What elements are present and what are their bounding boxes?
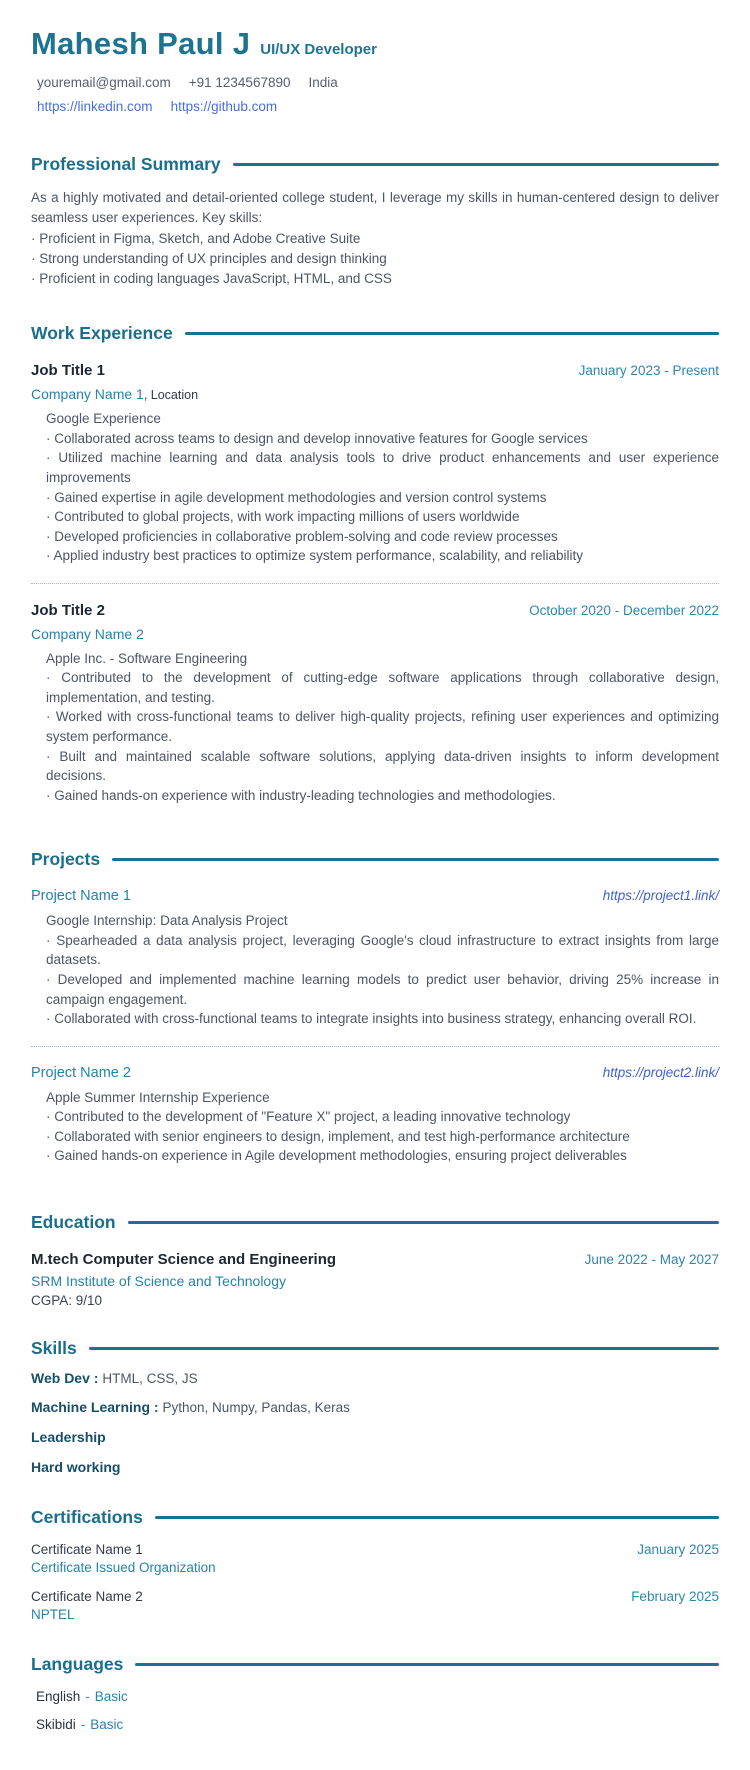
education-entry bbox=[31, 1251, 719, 1308]
job-header bbox=[31, 602, 719, 619]
section-header bbox=[31, 1338, 719, 1359]
job-header bbox=[31, 362, 719, 379]
language-level: Basic bbox=[94, 1689, 128, 1705]
project-entry-2 bbox=[31, 1065, 719, 1166]
degree-name: M.tech Computer Science and Engineering bbox=[31, 1250, 337, 1268]
company-location: , Location bbox=[143, 388, 199, 403]
person-name: Mahesh Paul J bbox=[31, 26, 251, 61]
project-name: Project Name 1 bbox=[31, 888, 131, 905]
job-desc-line: Google Experience bbox=[46, 411, 161, 427]
certificate-header bbox=[31, 1589, 719, 1604]
links-row bbox=[31, 99, 719, 114]
summary-bullet: · Proficient in Figma, Sketch, and Adobe Creative Suite bbox=[31, 230, 361, 246]
section-certifications bbox=[31, 1507, 719, 1622]
section-rule bbox=[185, 332, 719, 335]
section-title: Work Experience bbox=[31, 323, 173, 344]
certificate-name: Certificate Name 1 bbox=[31, 1542, 143, 1558]
project-header bbox=[31, 1065, 719, 1081]
language-separator: - bbox=[85, 1689, 90, 1705]
skills-list bbox=[31, 1368, 719, 1477]
section-rule bbox=[89, 1347, 719, 1350]
skill-row bbox=[31, 1427, 719, 1448]
certificate-entry bbox=[31, 1542, 719, 1575]
project-desc-line: · Spearheaded a data analysis project, leveraging Google's cloud infrastructure to extract insights from large datasets. bbox=[46, 932, 719, 968]
job-entry-2 bbox=[31, 602, 719, 806]
dotted-divider bbox=[31, 1046, 719, 1047]
section-skills bbox=[31, 1338, 719, 1477]
section-languages bbox=[31, 1654, 719, 1734]
section-title: Projects bbox=[31, 849, 101, 870]
company-row bbox=[31, 626, 719, 642]
education-gpa: CGPA: 9/10 bbox=[31, 1292, 103, 1308]
job-desc-line: · Applied industry best practices to optimize system performance, scalability, and reliability bbox=[46, 548, 583, 564]
project-desc-line: · Collaborated with cross-functional teams to integrate insights into business strategy, enhancing overall ROI. bbox=[46, 1011, 697, 1027]
job-entry-1 bbox=[31, 362, 719, 566]
summary-bullet: · Proficient in coding languages JavaScript, HTML, and CSS bbox=[31, 271, 392, 286]
project-desc-line: Google Internship: Data Analysis Project bbox=[46, 913, 288, 929]
job-desc-line: Apple Inc. - Software Engineering bbox=[46, 650, 248, 666]
company-name: Company Name 1 bbox=[31, 386, 144, 403]
section-projects bbox=[31, 849, 719, 1166]
section-title: Education bbox=[31, 1211, 116, 1232]
education-dates: June 2022 - May 2027 bbox=[584, 1251, 719, 1267]
school-name: SRM Institute of Science and Technology bbox=[31, 1272, 287, 1289]
dotted-divider bbox=[31, 583, 719, 584]
section-title: Professional Summary bbox=[31, 154, 221, 174]
section-rule bbox=[112, 858, 719, 861]
skill-value: Python, Numpy, Pandas, Keras bbox=[162, 1400, 350, 1416]
contact-phone: +91 1234567890 bbox=[188, 75, 291, 90]
language-level: Basic bbox=[90, 1716, 124, 1732]
skill-label: Leadership bbox=[31, 1429, 106, 1445]
section-title: Skills bbox=[31, 1337, 77, 1358]
certificate-org: NPTEL bbox=[31, 1607, 75, 1623]
job-description bbox=[31, 649, 719, 806]
section-header bbox=[31, 154, 719, 175]
section-header bbox=[31, 1212, 719, 1233]
project-name: Project Name 2 bbox=[31, 1064, 131, 1081]
section-header bbox=[31, 323, 719, 344]
section-rule bbox=[128, 1221, 719, 1224]
github-link[interactable]: https://github.com bbox=[170, 99, 278, 114]
section-header bbox=[31, 849, 719, 870]
section-rule bbox=[135, 1663, 719, 1666]
job-desc-line: · Gained hands-on experience with industry-leading technologies and methodologies. bbox=[46, 787, 556, 803]
section-header bbox=[31, 1654, 719, 1675]
project-entry-1 bbox=[31, 888, 719, 1028]
project-desc-line: · Contributed to the development of "Feature X" project, a leading innovative technology bbox=[46, 1109, 571, 1125]
section-title: Languages bbox=[31, 1654, 124, 1675]
certificate-header bbox=[31, 1542, 719, 1557]
person-role: UI/UX Developer bbox=[260, 41, 377, 58]
company-name: Company Name 2 bbox=[31, 625, 144, 642]
skill-value: HTML, CSS, JS bbox=[102, 1370, 198, 1386]
job-desc-line: · Gained expertise in agile development methodologies and version control systems bbox=[46, 489, 547, 505]
name-row bbox=[31, 26, 719, 62]
summary-text bbox=[31, 188, 719, 289]
job-desc-line: · Worked with cross-functional teams to deliver high-quality projects, refining user experiences and optimizing system performance. bbox=[46, 709, 719, 744]
section-professional-summary bbox=[31, 154, 719, 289]
job-desc-line: · Collaborated across teams to design and develop innovative features for Google services bbox=[46, 430, 588, 446]
language-row bbox=[31, 1687, 719, 1707]
job-description bbox=[31, 409, 719, 566]
language-separator: - bbox=[80, 1716, 86, 1732]
project-description bbox=[31, 911, 719, 1028]
job-desc-line: · Contributed to the development of cutting-edge software applications through collaborative design, implementation, and testing. bbox=[46, 670, 719, 705]
skill-label: Hard working bbox=[31, 1458, 121, 1475]
job-title: Job Title 2 bbox=[31, 601, 105, 619]
company-row bbox=[31, 386, 719, 402]
project-link[interactable]: https://project2.link/ bbox=[602, 1064, 719, 1080]
linkedin-link[interactable]: https://linkedin.com bbox=[37, 99, 153, 114]
section-header bbox=[31, 1507, 719, 1528]
project-header bbox=[31, 888, 719, 904]
section-rule bbox=[155, 1516, 719, 1519]
skill-row bbox=[31, 1368, 719, 1389]
certificate-date: February 2025 bbox=[631, 1589, 719, 1605]
language-name: Skibidi bbox=[36, 1716, 76, 1732]
job-desc-line: · Developed proficiencies in collaborative problem-solving and code review processes bbox=[46, 528, 558, 544]
education-header bbox=[31, 1251, 719, 1268]
job-desc-line: · Contributed to global projects, with work impacting millions of users worldwide bbox=[46, 509, 520, 525]
project-link[interactable]: https://project1.link/ bbox=[602, 888, 719, 904]
summary-intro: As a highly motivated and detail-oriented college student, I leverage my skills in human-centered design to deliver seamless user experiences. Key skills: bbox=[31, 190, 719, 226]
contact-email: youremail@gmail.com bbox=[37, 75, 171, 90]
section-work-experience bbox=[31, 323, 719, 805]
summary-bullet: · Strong understanding of UX principles and design thinking bbox=[31, 250, 387, 266]
certificate-org: Certificate Issued Organization bbox=[31, 1560, 216, 1576]
skill-row bbox=[31, 1397, 719, 1418]
project-desc-line: · Gained hands-on experience in Agile development methodologies, ensuring project deliverables bbox=[46, 1148, 627, 1164]
job-dates: January 2023 - Present bbox=[578, 363, 719, 379]
project-desc-line: · Developed and implemented machine learning models to predict user behavior, driving 25% increase in campaign engagement. bbox=[46, 971, 719, 1007]
skill-label: Machine Learning bbox=[31, 1399, 151, 1416]
skill-row bbox=[31, 1457, 719, 1478]
skill-separator: : bbox=[93, 1370, 99, 1386]
job-title: Job Title 1 bbox=[31, 362, 105, 380]
section-title: Certifications bbox=[31, 1507, 143, 1528]
project-desc-line: Apple Summer Internship Experience bbox=[46, 1089, 270, 1105]
contact-location: India bbox=[308, 75, 338, 90]
skill-label: Web Dev bbox=[31, 1369, 90, 1386]
contact-row bbox=[31, 75, 719, 90]
resume-header bbox=[31, 26, 719, 114]
job-desc-line: · Built and maintained scalable software solutions, applying data-driven insights to inform development decisions. bbox=[46, 748, 719, 784]
certificate-name: Certificate Name 2 bbox=[31, 1589, 143, 1605]
job-desc-line: · Utilized machine learning and data analysis tools to drive product enhancements and user experience improvements bbox=[46, 450, 719, 485]
language-name: English bbox=[36, 1689, 81, 1705]
section-rule bbox=[233, 163, 719, 166]
section-education bbox=[31, 1212, 719, 1308]
certificate-date: January 2025 bbox=[637, 1542, 719, 1558]
project-desc-line: · Collaborated with senior engineers to design, implement, and test high-performance architecture bbox=[46, 1128, 630, 1144]
project-description bbox=[31, 1088, 719, 1166]
skill-separator: : bbox=[154, 1400, 159, 1416]
languages-list bbox=[31, 1687, 719, 1734]
certificate-entry bbox=[31, 1589, 719, 1622]
language-row bbox=[31, 1715, 719, 1735]
job-dates: October 2020 - December 2022 bbox=[529, 602, 719, 618]
